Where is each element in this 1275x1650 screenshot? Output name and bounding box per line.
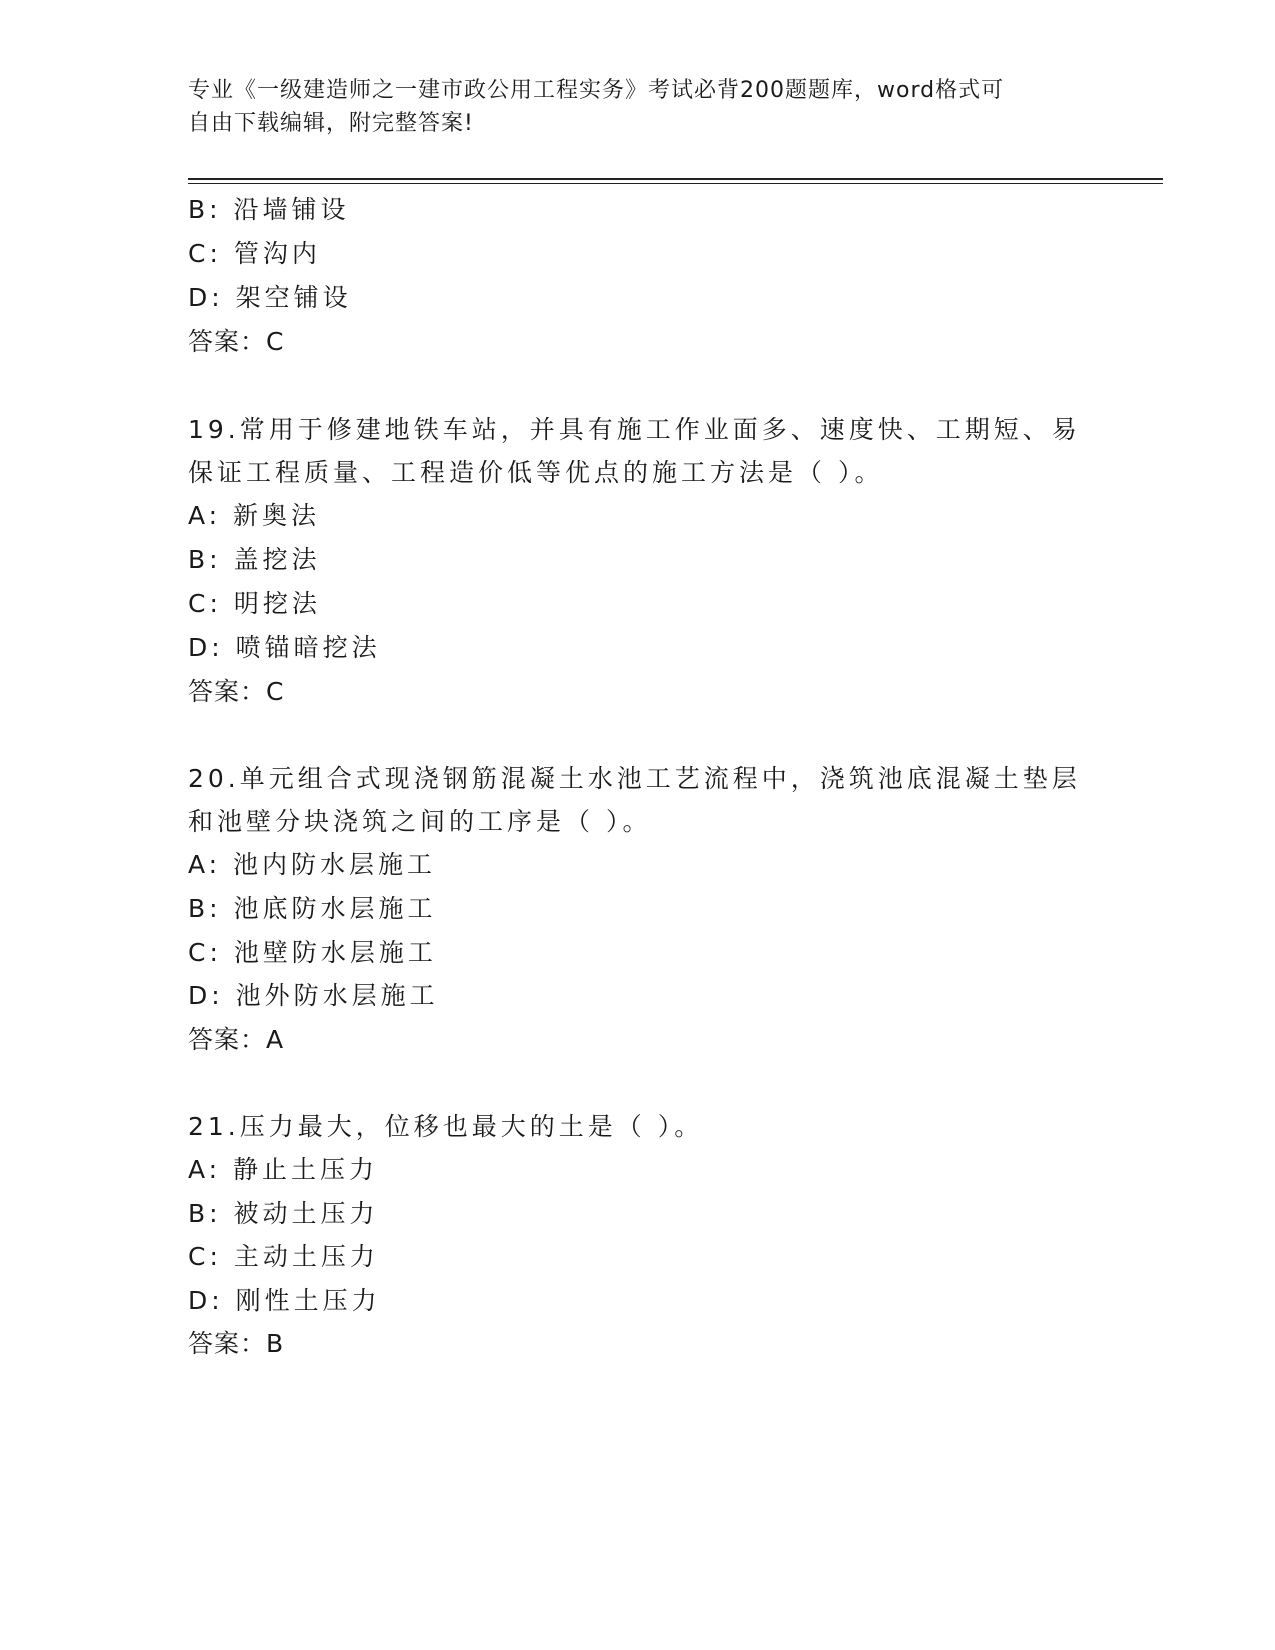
header-line-2: 自由下载编辑，附完整答案! bbox=[188, 111, 474, 136]
q20-option-c: C: 池壁防水层施工 bbox=[188, 938, 437, 967]
header-divider-thin bbox=[188, 183, 1163, 184]
q19-question-line-1: 19.常用于修建地铁车站，并具有施工作业面多、速度快、工期短、易 bbox=[188, 415, 1081, 444]
q21-option-b: B: 被动土压力 bbox=[188, 1199, 379, 1228]
q19-option-c: C: 明挖法 bbox=[188, 589, 321, 618]
q20-option-d: D: 池外防水层施工 bbox=[188, 981, 439, 1010]
header-divider-thick bbox=[188, 178, 1163, 180]
q19-option-a: A: 新奥法 bbox=[188, 501, 321, 530]
q19-option-b: B: 盖挖法 bbox=[188, 545, 321, 574]
q18-answer: 答案：C bbox=[188, 327, 285, 356]
q20-answer: 答案：A bbox=[188, 1025, 285, 1054]
q18-option-c: C: 管沟内 bbox=[188, 239, 321, 268]
q20-question-line-1: 20.单元组合式现浇钢筋混凝土水池工艺流程中，浇筑池底混凝土垫层 bbox=[188, 764, 1081, 793]
q20-option-a: A: 池内防水层施工 bbox=[188, 850, 437, 879]
q19-question-line-2: 保证工程质量、工程造价低等优点的施工方法是（ ）。 bbox=[188, 458, 884, 487]
q21-option-a: A: 静止土压力 bbox=[188, 1155, 379, 1184]
q21-option-d: D: 刚性土压力 bbox=[188, 1286, 381, 1315]
q19-answer: 答案：C bbox=[188, 677, 285, 706]
q20-question-line-2: 和池壁分块浇筑之间的工序是（ ）。 bbox=[188, 807, 652, 836]
q18-option-d: D: 架空铺设 bbox=[188, 283, 352, 312]
q19-option-d: D: 喷锚暗挖法 bbox=[188, 633, 381, 662]
q21-question-line-1: 21.压力最大，位移也最大的土是（ ）。 bbox=[188, 1112, 704, 1141]
document-header bbox=[188, 74, 1078, 140]
q21-option-c: C: 主动土压力 bbox=[188, 1242, 379, 1271]
q18-option-b: B: 沿墙铺设 bbox=[188, 195, 350, 224]
header-line-1: 专业《一级建造师之一建市政公用工程实务》考试必背200题题库，word格式可 bbox=[188, 78, 1005, 103]
q21-answer: 答案：B bbox=[188, 1329, 285, 1358]
q20-option-b: B: 池底防水层施工 bbox=[188, 894, 437, 923]
